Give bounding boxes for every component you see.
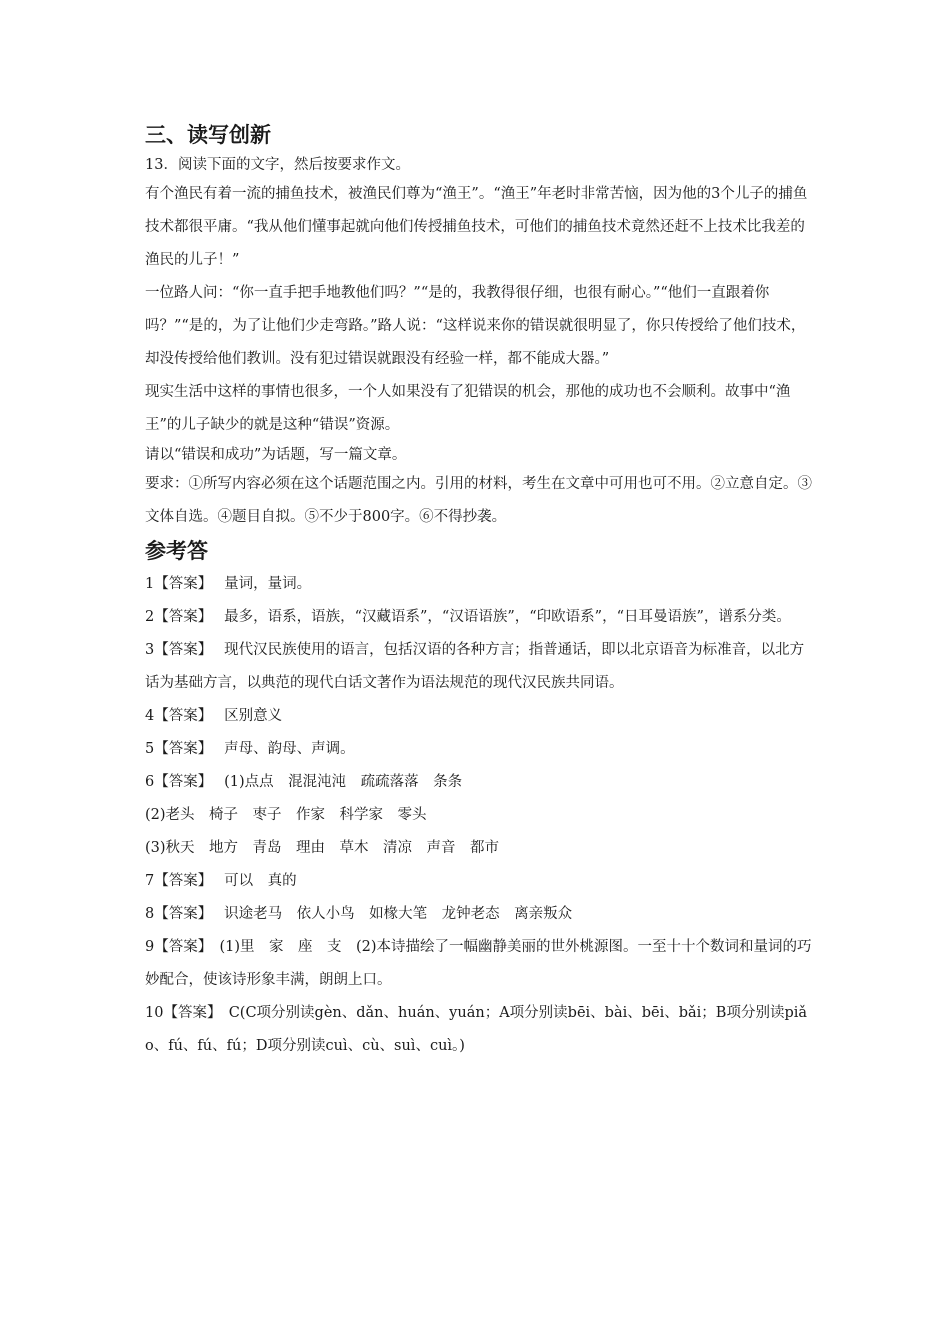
answer-item <box>145 865 817 898</box>
answer-text: C(C项分别读gèn、dǎn、huán、yuán；A项分别读bēi、bài、bēi、bǎi；B项分别读piǎo、fú、fú、fú；D项分别读cuì、cù、suì、cuì。) <box>145 1005 808 1054</box>
answer-item <box>145 733 817 766</box>
answer-text: 可以 真的 <box>224 873 297 889</box>
section-title: 三、读写创新 <box>145 123 271 147</box>
essay-topic: 请以“错误和成功”为话题，写一篇文章。 <box>145 447 407 463</box>
answer-text: 最多，语系，语族，“汉藏语系”，“汉语语族”，“印欧语系”，“日耳曼语族”，谱系分类。 <box>224 609 791 625</box>
answer-item <box>145 601 817 634</box>
story-paragraph-3: 现实生活中这样的事情也很多，一个人如果没有了犯错误的机会，那他的成功也不会顺利。故事中“渔王”的儿子缺少的就是这种“错误”资源。 <box>145 384 791 433</box>
answer-label: 4【答案】 <box>145 708 205 724</box>
answer-item <box>145 997 817 1063</box>
answers-title: 参考答 <box>145 539 208 563</box>
document-page <box>145 118 817 1063</box>
answer-label: 7【答案】 <box>145 873 205 889</box>
story-paragraph-1: 有个渔民有着一流的捕鱼技术，被渔民们尊为“渔王”。“渔王”年老时非常苦恼，因为他的3个儿子的捕鱼技术都很平庸。“我从他们懂事起就向他们传授捕鱼技术，可他们的捕鱼技术竟然还赶不上技术比我差的渔民的儿子！” <box>145 186 808 268</box>
answer-label: 3【答案】 <box>145 642 205 658</box>
answer-item <box>145 700 817 733</box>
answer-text: (1)点点 混混沌沌 疏疏落落 条条 <box>224 774 463 790</box>
answer-label: 8【答案】 <box>145 906 205 922</box>
answer-item <box>145 634 817 700</box>
answer-item <box>145 898 817 931</box>
answer-text: 量词，量词。 <box>224 576 312 592</box>
answer-text: 现代汉民族使用的语言，包括汉语的各种方言；指普通话，即以北京语音为标准音，以北方话为基础方言，以典范的现代白话文著作为语法规范的现代汉民族共同语。 <box>145 642 805 691</box>
answer-text: (2)老头 椅子 枣子 作家 科学家 零头 <box>145 807 427 823</box>
answer-label: 6【答案】 <box>145 774 205 790</box>
answer-item <box>145 568 817 601</box>
answer-text: (3)秋天 地方 青岛 理由 草木 清凉 声音 都市 <box>145 840 500 856</box>
story-paragraph-2: 一位路人问：“你一直手把手地教他们吗？”“是的，我教得很仔细，也很有耐心。”“他们一直跟着你吗？”“是的，为了让他们少走弯路。”路人说：“这样说来你的错误就很明显了，你只传授给了他们技术，却没传授给他们教训。没有犯过错误就跟没有经验一样，都不能成大器。” <box>145 285 806 367</box>
answer-text: 声母、韵母、声调。 <box>224 741 355 757</box>
question-prompt: 13．阅读下面的文字，然后按要求作文。 <box>145 157 410 173</box>
answer-text: (1)里 家 座 支 (2)本诗描绘了一幅幽静美丽的世外桃源图。一至十十个数词和量词的巧妙配合，使该诗形象丰满，朗朗上口。 <box>145 939 812 988</box>
answer-item-continued <box>145 799 817 832</box>
answer-text: 识途老马 依人小鸟 如椽大笔 龙钟老态 离亲叛众 <box>224 906 573 922</box>
answer-label: 5【答案】 <box>145 741 205 757</box>
essay-requirements: 要求：①所写内容必须在这个话题范围之内。引用的材料，考生在文章中可用也可不用。②立意自定。③文体自选。④题目自拟。⑤不少于800字。⑥不得抄袭。 <box>145 476 812 525</box>
answer-text: 区别意义 <box>224 708 283 724</box>
answer-item-continued <box>145 832 817 865</box>
answer-label: 1【答案】 <box>145 576 205 592</box>
answer-item <box>145 766 817 799</box>
answer-label: 9【答案】 <box>145 939 205 955</box>
answer-item <box>145 931 817 997</box>
answer-label: 2【答案】 <box>145 609 205 625</box>
answer-label: 10【答案】 <box>145 1005 215 1021</box>
